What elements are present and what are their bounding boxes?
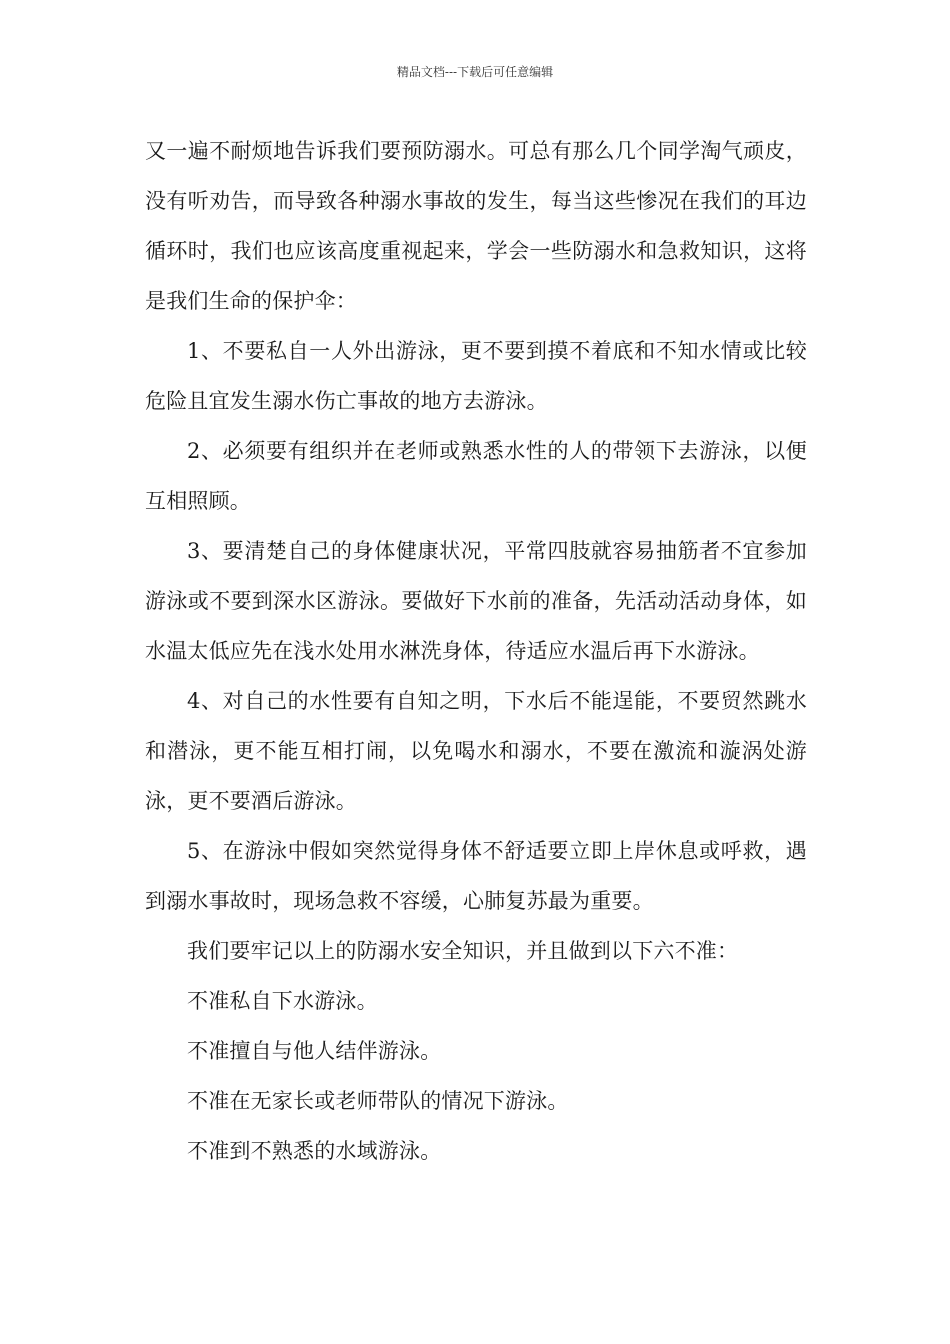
safety-rule-5: 5、在游泳中假如突然觉得身体不舒适要立即上岸休息或呼救，遇到溺水事故时，现场急救不容缓，心肺复苏最为重要。	[145, 839, 807, 913]
prohibition-item: 不准私自下水游泳。	[187, 989, 378, 1013]
document-body	[145, 126, 807, 1176]
safety-rule-4: 4、对自己的水性要有自知之明，下水后不能逞能，不要贸然跳水和潜泳，更不能互相打闹，以免喝水和溺水，不要在激流和漩涡处游泳，更不要酒后游泳。	[145, 689, 807, 813]
prohibition-item: 不准擅自与他人结伴游泳。	[187, 1039, 442, 1063]
six-prohibitions-intro: 我们要牢记以上的防溺水安全知识，并且做到以下六不准：	[187, 939, 739, 963]
page-header: 精品文档---下载后可任意编辑	[396, 65, 554, 79]
paragraph-intro: 又一遍不耐烦地告诉我们要预防溺水。可总有那么几个同学淘气顽皮，没有听劝告，而导致各种溺水事故的发生，每当这些惨况在我们的耳边循环时，我们也应该高度重视起来，学会一些防溺水和急救知识，这将是我们生命的保护伞：	[145, 139, 807, 313]
safety-rule-1: 1、不要私自一人外出游泳，更不要到摸不着底和不知水情或比较危险且宜发生溺水伤亡事故的地方去游泳。	[145, 339, 807, 413]
safety-rule-3: 3、要清楚自己的身体健康状况，平常四肢就容易抽筋者不宜参加游泳或不要到深水区游泳。要做好下水前的准备，先活动活动身体，如水温太低应先在浅水处用水淋洗身体，待适应水温后再下水游泳。	[145, 539, 807, 663]
prohibition-item: 不准在无家长或老师带队的情况下游泳。	[187, 1089, 569, 1113]
prohibition-item: 不准到不熟悉的水域游泳。	[187, 1139, 442, 1163]
safety-rule-2: 2、必须要有组织并在老师或熟悉水性的人的带领下去游泳，以便互相照顾。	[145, 439, 807, 513]
